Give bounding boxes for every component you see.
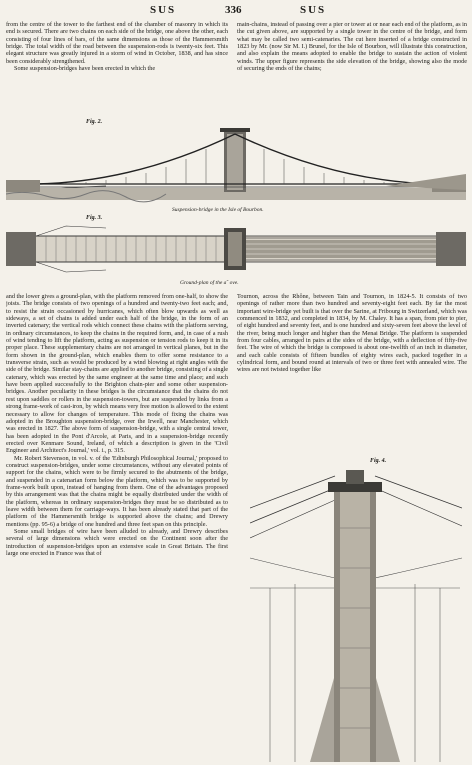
- paragraph: Mr. Robert Stevenson, in vol. v. of the 'Edinburgh Philosophical Journal,' proposed to construct suspension-bridges, under some circumstances, without any elevated points of support for the chains, which were to be firmly secured to the abutments of the bridge, and suspended in a catenarian form below the platform, which was to be supported by frame-work built upon, instead of hanging from them. One of the advantages proposed by this arrangement was that the chains might be equally distributed under the width of the platform, whereas in ordinary suspension-bridges they must be so distributed as to leave width between them for carriage-ways. It has been already stated that part of the platform of the Hammersmith bridge is supported above the chains; and Drewry mentions (pp. 95-6) a bridge of one hundred and three feet span on this principle.: [6, 454, 228, 528]
- fig3-ground-plan-illustration: [6, 222, 466, 276]
- fig2-label: Fig. 2.: [86, 119, 103, 125]
- paragraph: Tournon, across the Rhône, between Tain and Tournon, in 1824-5. It consists of two openings of rather more than two hundred and seventy-eight feet each. By far the most important wire-bridge yet built is that over the Sarine, at Fribourg in Switzerland, which was commenced in 1832, and completed in 1834, by M. Chaley. It has a span, from pier to pier, of eight hundred and seventy feet, and is one hundred and sixty-seven feet above the level of the river, being much longer and higher than the Menai Bridge. The platform is suspended from four cables, arranged in pairs at the sides of the bridge, with a deflection of fifty-five feet. The wire of which the bridge is composed is about one-twelfth of an inch in diameter, and each cable consists of fifteen bundles of eighty wires each, packed together in a cylindrical form, and bound round at intervals of two or three feet with annealed wire. The wires are not twisted together like: [237, 293, 467, 374]
- running-header: [0, 4, 472, 18]
- header-left: SUS: [150, 4, 177, 16]
- column-left-bottom: [6, 293, 228, 763]
- page-number: 336: [225, 4, 242, 16]
- fig2-caption: Suspension-bridge in the Isle of Bourbon.: [172, 207, 264, 213]
- column-right-top: [237, 21, 467, 116]
- paragraph: Some small bridges of wire have been alluded to already, and Drewry describes several of large dimensions which were erected on the Continent soon after the introduction of suspension-bridges upon an extensive scale in Great Britain. The first large one erected in France was that of: [6, 528, 228, 558]
- column-right-bottom: [237, 293, 467, 455]
- fig3-label: Fig. 3.: [86, 215, 103, 221]
- fig2-elevation-illustration: [6, 124, 466, 206]
- paragraph: main-chains, instead of passing over a pier or tower at or near each end of the platform, as in the cut given above, are supported by a single tower in the centre of the bridge, and form what may be called two semi-catenaries. The cut here inserted of a bridge constructed in 1823 by Mr. (now Sir M. I.) Brunel, for the Isle of Bourbon, will illustrate this construction, and also explain the means adopted to enable the bridge to sustain the action of violent winds. The upper figure represents the side elevation of the bridge, showing also the mode of securing the ends of the chains;: [237, 21, 467, 73]
- paragraph: and the lower gives a ground-plan, with the platform removed from one-half, to show the joists. The bridge consists of two openings of a hundred and twenty-two feet each; and, to resist the strain occasioned by hurricanes, which often blow upwards as well as sideways, a set of chains is added under each half of the bridge, in the form of an inverted catenary; the vertical rods which connect these chains with the platform serving, in ordinary circumstances, to keep the chains in the required form, and, in case of a rush of wind tending to lift the platform, acting as suspension or tension rods to keep it in its proper place. These supplementary chains are not arranged in vertical planes, but in the form shown in the ground-plan, which enables them to offer some resistance to a transverse strain, such as would be produced by a wind blowing at right angles with the side of the bridge. Similar stay-chains are applied to another bridge, consisting of a single catenary, which was erected by the same engineer at the same time and place; and such have been applied successfully to the Brighton chain-pier and some other suspension-bridges. Another peculiarity in these bridges is the circumstance that the chains do not rest upon saddles or rollers in the suspension-towers, but are suspended by links from a strong frame-work of cast-iron, by which means very free motion is allowed to the extent necessary to allow for changes of temperature. This mode of fixing the chains was adopted in the Broughton suspension-bridge, over the Irwell, near Manchester, which was erected in 1827. The above form of suspension-bridge, with a single central tower, has been adopted in the Pont d'Arcole, at Paris, and in a suspension-bridge recently erected over Kenmare Sound, Ireland, of which a description is given in the 'Civil Engineer and Architect's Journal,' vol. i., p. 315.: [6, 293, 228, 455]
- paragraph: Some suspension-bridges have been erected in which the: [14, 65, 156, 73]
- fig4-label: Fig. 4.: [370, 458, 387, 464]
- column-left-top: [6, 21, 228, 116]
- fig4-tower-illustration: [250, 468, 462, 762]
- fig3-caption: Ground-plan of the a˜ ove.: [180, 280, 239, 286]
- header-right: SUS: [300, 4, 327, 16]
- paragraph: from the centre of the tower to the farthest end of the chamber of masonry in which its end is secured. There are two chains on each side of the bridge, one above the other, each consisting of four lines of bars, of the same dimensions as those of the Hammersmith bridge. The total width of the road between the suspension-rods is twenty-six feet. This elegant structure was greatly injured in a storm of wind in October, 1838, and has since been considerably strengthened.: [6, 21, 228, 65]
